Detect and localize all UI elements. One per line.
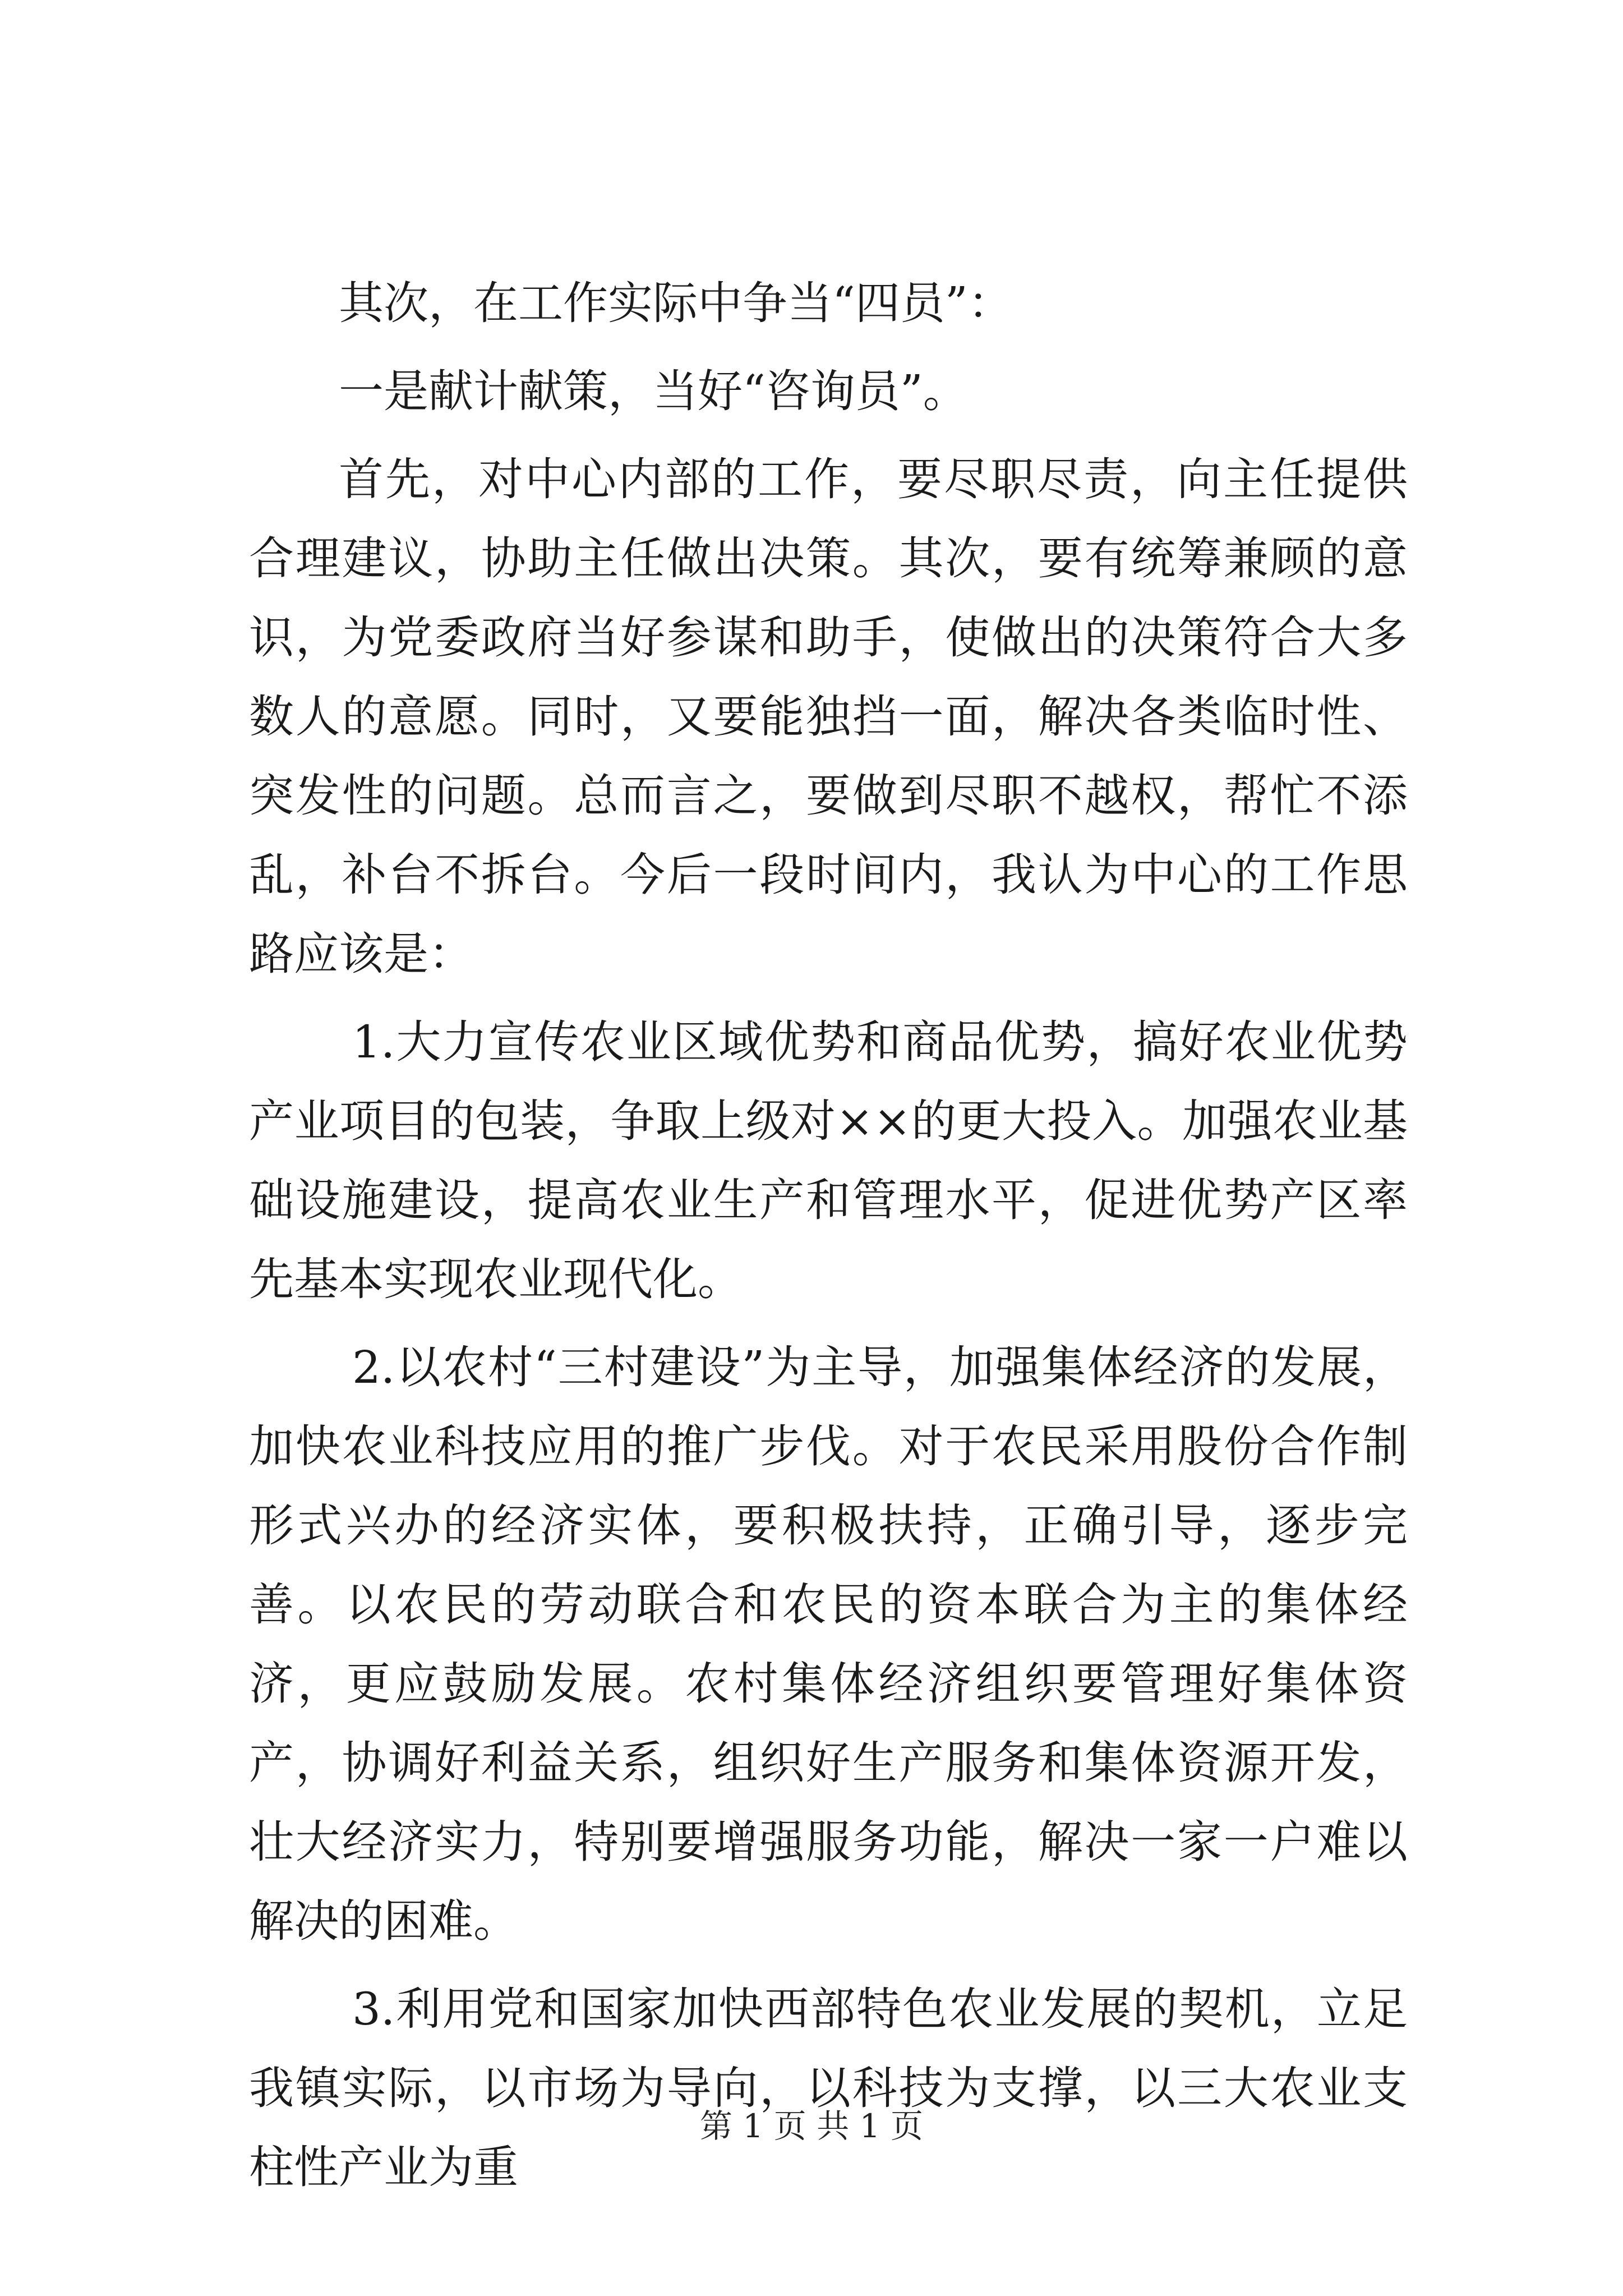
list-item-1: 1.大力宣传农业区域优势和商品优势，搞好农业优势产业项目的包装，争取上级对××的更大投入。加强农业基础设施建设，提高农业生产和管理水平，促进优势产区率先基本实现农业现代化。 bbox=[249, 1016, 1408, 1305]
paragraph-duties: 首先，对中心内部的工作，要尽职尽责，向主任提供合理建议，协助主任做出决策。其次，要有统筹兼顾的意识，为党委政府当好参谋和助手，使做出的决策符合大多数人的意愿。同时，又要能独挡一面，解决各类临时性、突发性的问题。总而言之，要做到尽职不越权，帮忙不添乱，补台不拆台。今后一段时间内，我认为中心的工作思路应该是： bbox=[249, 453, 1408, 980]
page-number-label: 第 1 页 共 1 页 bbox=[700, 2107, 923, 2145]
document-body bbox=[249, 264, 1408, 2207]
paragraph-four-roles-intro: 其次，在工作实际中争当“四员”： bbox=[339, 277, 1013, 329]
list-item-3: 3.利用党和国家加快西部特色农业发展的契机，立足我镇实际，以市场为导向，以科技为支撑，以三大农业支柱性产业为重 bbox=[249, 1983, 1408, 2193]
paragraph-consultant-heading: 一是献计献策，当好“咨询员”。 bbox=[339, 365, 968, 417]
page-footer bbox=[0, 2106, 1623, 2146]
list-item-2: 2.以农村“三村建设”为主导，加强集体经济的发展，加快农业科技应用的推广步伐。对于农民采用股份合作制形式兴办的经济实体，要积极扶持，正确引导，逐步完善。以农民的劳动联合和农民的资本联合为主的集体经济，更应鼓励发展。农村集体经济组织要管理好集体资产，协调好利益关系，组织好生产服务和集体资源开发，壮大经济实力，特别要增强服务功能，解决一家一户难以解决的困难。 bbox=[249, 1341, 1408, 1947]
